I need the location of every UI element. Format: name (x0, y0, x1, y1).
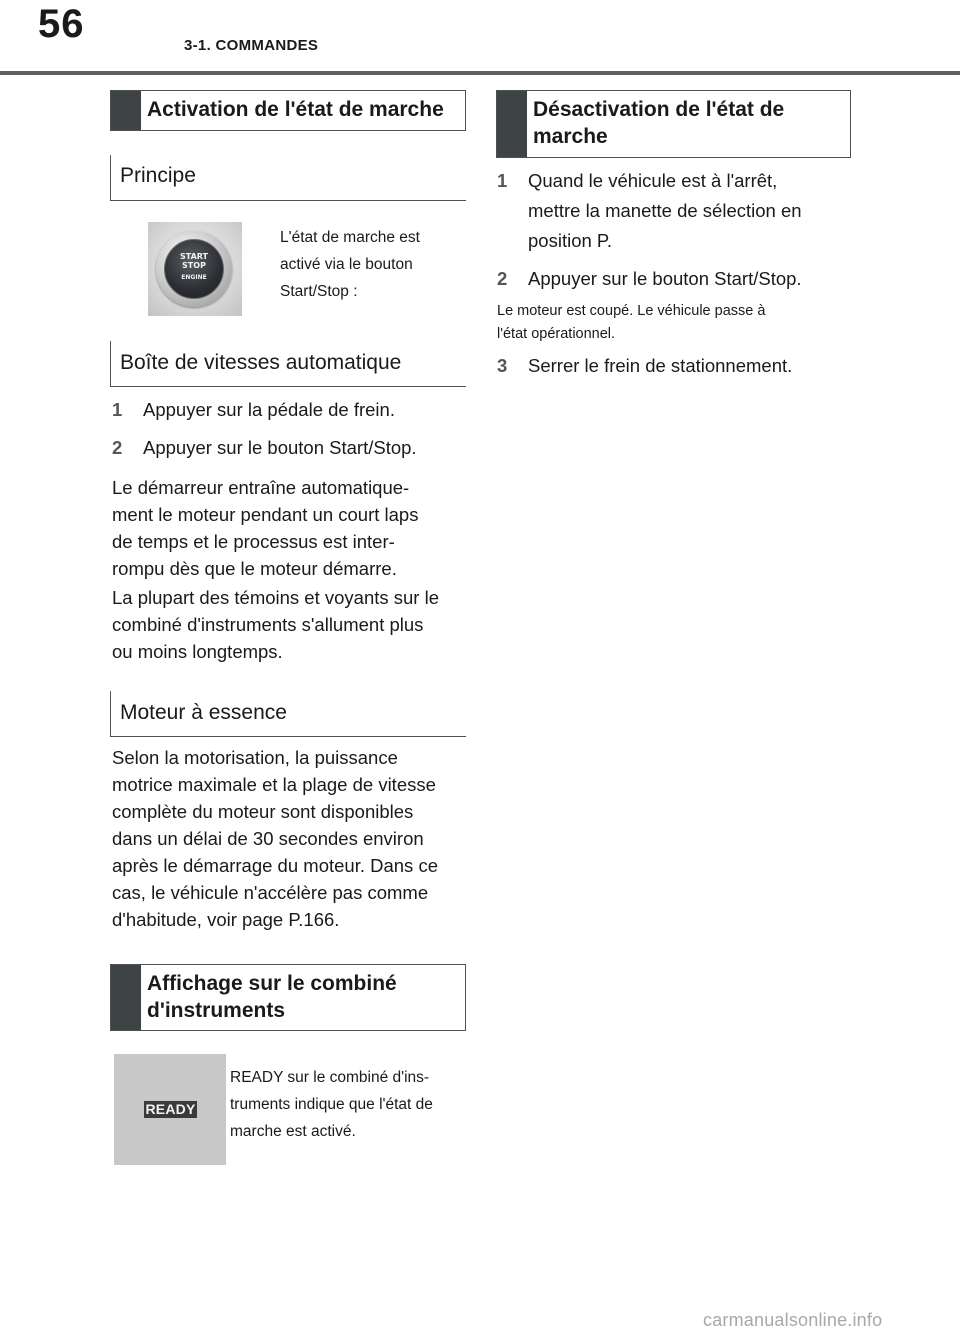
note-line: l'état opérationnel. (497, 326, 616, 342)
subheading-automatic-gearbox (110, 341, 466, 387)
ready-indicator-icon: READY (145, 1101, 196, 1117)
title-line: d'instruments (147, 999, 286, 1022)
section-activation-header (110, 90, 466, 131)
engine-off-note (497, 300, 851, 346)
note-line: Le moteur est coupé. Le véhicule passe à (497, 303, 766, 319)
section-deactivation-header (496, 90, 851, 158)
subheading-principe-label: Principe (120, 164, 196, 187)
step-number: 1 (497, 170, 508, 191)
paragraph-line: motrice maximale et la plage de vitesse (112, 774, 436, 795)
paragraph-line: ment le moteur pendant un court laps (112, 504, 419, 525)
button-label-start: START (179, 252, 209, 261)
principe-line: L'état de marche est (280, 229, 420, 246)
header-divider (0, 71, 960, 75)
ready-display-image (114, 1054, 226, 1165)
button-label-engine: ENGINE (181, 274, 207, 281)
start-stop-button-icon (164, 239, 224, 299)
step-text: Serrer le frein de stationnement. (528, 355, 793, 376)
paragraph-line: cas, le véhicule n'accélère pas comme (112, 882, 429, 903)
principe-line: Start/Stop : (280, 283, 358, 300)
step-number: 3 (497, 355, 508, 376)
subheading-automatic-gearbox-label: Boîte de vitesses automatique (120, 351, 402, 374)
section-bar (497, 91, 527, 157)
section-bar (111, 965, 141, 1030)
step-text (528, 166, 851, 256)
ready-line: READY sur le combiné d'ins- (230, 1069, 430, 1086)
step-item (497, 264, 851, 294)
step-text: Appuyer sur le bouton Start/Stop. (143, 437, 417, 458)
step-number: 2 (112, 437, 123, 458)
step-item (497, 351, 851, 381)
chapter-title: 3-1. COMMANDES (184, 37, 319, 54)
paragraph-line: Le démarreur entraîne automatique- (112, 477, 410, 498)
paragraph-line: complète du moteur sont disponibles (112, 801, 414, 822)
watermark: carmanualsonline.info (703, 1310, 883, 1330)
step-item (112, 433, 466, 463)
ready-line: marche est activé. (230, 1123, 356, 1140)
title-line: Affichage sur le combiné (147, 972, 397, 995)
button-bezel (156, 231, 232, 307)
ready-line: truments indique que l'état de (230, 1096, 433, 1113)
paragraph-indicators (112, 584, 466, 665)
paragraph-line: La plupart des témoins et voyants sur le (112, 587, 440, 608)
step-line: Quand le véhicule est à l'arrêt, (528, 170, 778, 191)
paragraph-line: de temps et le processus est inter- (112, 531, 395, 552)
step-item (112, 395, 466, 425)
step-line: position P. (528, 230, 612, 251)
section-deactivation-title (533, 96, 844, 150)
section-instrument-display-header (110, 964, 466, 1031)
step-number: 2 (497, 268, 508, 289)
step-text: Appuyer sur le bouton Start/Stop. (528, 268, 802, 289)
paragraph-line: combiné d'instruments s'allument plus (112, 614, 424, 635)
paragraph-line: Selon la motorisation, la puissance (112, 747, 398, 768)
paragraph-line: d'habitude, voir page P.166. (112, 909, 340, 930)
section-instrument-display-title (147, 970, 459, 1024)
step-item (497, 166, 851, 258)
paragraph-line: dans un délai de 30 secondes environ (112, 828, 424, 849)
subheading-petrol-engine (110, 691, 466, 737)
section-bar (111, 91, 141, 130)
principe-line: activé via le bouton (280, 256, 413, 273)
title-line: marche (533, 125, 608, 148)
paragraph-line: après le démarrage du moteur. Dans ce (112, 855, 438, 876)
paragraph-petrol (112, 744, 466, 933)
paragraph-line: rompu dès que le moteur démarre. (112, 558, 397, 579)
title-line: Désactivation de l'état de (533, 98, 785, 121)
page-number: 56 (38, 2, 85, 46)
subheading-principe (110, 155, 466, 201)
subheading-petrol-engine-label: Moteur à essence (120, 701, 287, 724)
section-activation-title: Activation de l'état de marche (147, 98, 444, 121)
paragraph-line: ou moins longtemps. (112, 641, 283, 662)
step-number: 1 (112, 399, 123, 420)
start-stop-button-image (148, 222, 242, 316)
ready-description (230, 1064, 466, 1145)
paragraph-starter (112, 474, 466, 582)
step-line: mettre la manette de sélection en (528, 200, 802, 221)
step-text: Appuyer sur la pédale de frein. (143, 399, 395, 420)
principe-description (280, 224, 460, 305)
button-label-stop: STOP (182, 261, 206, 270)
